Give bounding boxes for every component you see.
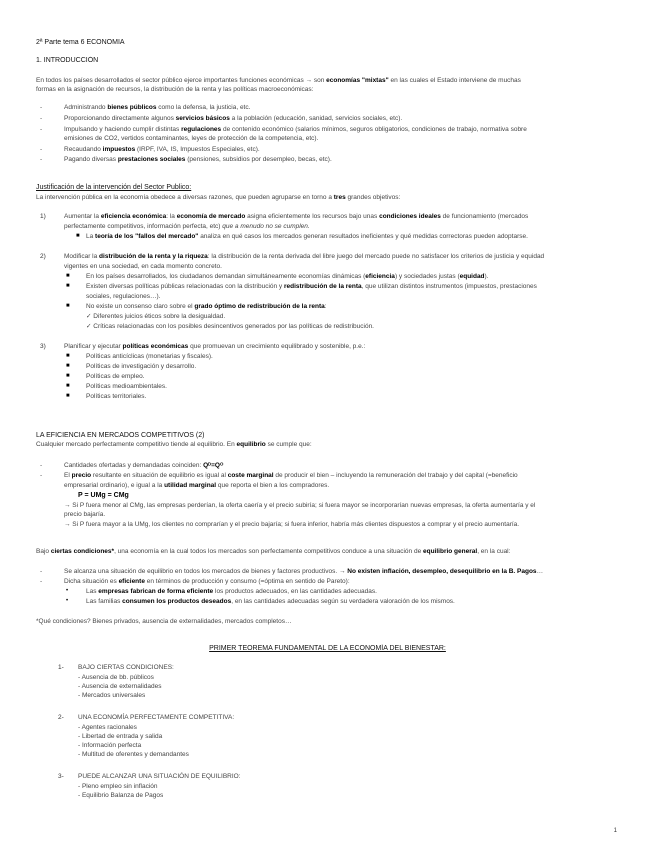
list-item: Administrando bienes públicos como la defensa, la justicia, etc. [64,104,251,111]
bullet-icon: ■ [66,373,70,379]
objective-3-item: Políticas territoriales. [86,393,147,400]
objective-1-line1: Aumentar la eficiencia económica: la economía de mercado asigna eficientemente los recursos bajo unas condiciones ideales de funcionamiento (mercados [64,213,529,220]
bullet-icon: ■ [66,363,70,369]
theorem-block-item: - Ausencia de bb. públicos [78,674,154,681]
list-dash: - [40,568,43,575]
objective-2-check2: ✓ Críticas relacionadas con los posibles desincentivos generados por las políticas de redistribución. [86,323,374,330]
conditions-footnote: *Qué condiciones? Bienes privados, ausencia de externalidades, mercados completos… [36,618,292,625]
intro-paragraph-line1: En todos los países desarrollados el sector público ejerce importantes funciones económicas → son economías "mixtas" en las cuales el Estado interviene de muchas [36,77,521,84]
theorem-block-item: - Ausencia de externalidades [78,683,162,690]
arrow-note-2: → Si P fuera mayor a la UMg, los clientes no comprarían y el precio bajaría; si fuera inferior, habría más clientes dispuestos a comprar y el precio aumentaría. [64,521,520,528]
list-dash: - [40,156,43,163]
equilibrium-condition-2: El precio resultante en situación de equilibrio es igual al coste marginal de producir el bien – incluyendo la remuneración del trabajo y del capital (=beneficio [64,472,518,479]
list-item-continuation: emisiones de CO2, vertidos contaminantes, leyes de protección de la competencia, etc). [64,135,319,142]
theorem-block-title: UNA ECONOMÍA PERFECTAMENTE COMPETITIVA: [78,714,235,721]
bullet-icon: ■ [66,303,70,309]
objective-3-item: Políticas medioambientales. [86,383,167,390]
equilibrium-condition-2-cont: empresarial ordinario), e igual a la utilidad marginal que reporta el bien a los compradores. [64,482,330,489]
part-title: 2ª Parte tema 6 ECONOMIA [36,39,125,46]
list-dash: - [40,126,43,133]
theorem-block-number: 2- [58,714,64,721]
bullet-icon: ■ [66,273,70,279]
justification-heading: Justificación de la intervención del Sector Publico: [36,184,192,191]
objective-3-item: Políticas de investigación y desarrollo. [86,363,197,370]
objective-2-line2: vigentes en una sociedad, en cada momento concreto. [64,263,222,270]
objective-3-item: Políticas de empleo. [86,373,145,380]
bullet-icon: ■ [66,283,70,289]
theorem-block-item: - Multitud de oferentes y demandantes [78,751,189,758]
theorem-block-title: BAJO CIERTAS CONDICIONES: [78,664,174,671]
objective-1-line2: perfectamente competitivos, información perfecta, etc) que a menudo no se cumplen. [64,223,310,230]
objective-2-sub2: Existen diversas políticas públicas relacionadas con la distribución y redistribución de la renta, que utilizan distintos instrumentos (impuestos, prestaciones [86,283,537,290]
bullet-icon: ■ [66,353,70,359]
objective-2-sub1: En los países desarrollados, los ciudadanos demandan simultáneamente economías dinámicas (eficiencia) y sociedades justas (equidad). [86,273,489,280]
general-eq-2: Dicha situación es eficiente en términos de producción y consumo (=óptima en sentido de Pareto): [64,578,350,585]
formula: P = UMg = CMg [78,492,129,499]
theorem-block-number: 3- [58,773,64,780]
equilibrium-condition-1: Cantidades ofertadas y demandadas coinciden: Qᴰ=Qᴼ [64,462,224,469]
efficiency-intro: Cualquier mercado perfectamente competitivo tiende al equilibrio. En equilibrio se cumple que: [36,441,312,448]
bullet-icon: ■ [66,393,70,399]
list-dash: - [40,104,43,111]
theorem-heading: PRIMER TEOREMA FUNDAMENTAL DE LA ECONOMÍA DEL BIENESTAR: [209,645,446,652]
objective-1-sub: La teoría de los "fallos del mercado" analiza en qué casos los mercados generan resultados ineficientes y qué medidas correctoras pueden adoptarse. [86,233,528,240]
theorem-block-item: - Agentes racionales [78,724,137,731]
theorem-block-item: - Información perfecta [78,742,142,749]
intro-paragraph-line2: formas en la asignación de recursos, la distribución de la renta y las políticas macroeconómicas: [36,86,314,93]
list-dash: - [40,472,43,479]
list-item: Recaudando impuestos (IRPF, IVA, IS, Impuestos Especiales, etc). [64,146,260,153]
general-eq-2-sub1: Las empresas fabrican de forma eficiente los productos adecuados, en las cantidades adecuadas. [86,588,377,595]
theorem-block-item: - Mercados universales [78,692,146,699]
objective-2-check1: ✓ Diferentes juicios éticos sobre la desigualdad. [86,313,226,320]
theorem-block-item: - Pleno empleo sin inflación [78,783,158,790]
arrow-note-1-cont: precio bajaría. [64,511,106,518]
theorem-block-title: PUEDE ALCANZAR UNA SITUACIÓN DE EQUILIBRIO: [78,773,241,780]
objective-3-line1: Planificar y ejecutar políticas económicas que promuevan un crecimiento equilibrado y sostenible, p.e.: [64,343,366,350]
general-eq-1: Se alcanza una situación de equilibrio en todos los mercados de bienes y factores productivos. → No existen inflación, desempleo, desequilibrio en la B. Pagos… [64,568,544,575]
list-item: Pagando diversas prestaciones sociales (pensiones, subsidios por desempleo, becas, etc). [64,156,332,163]
list-dash: - [40,578,43,585]
bullet-icon: ■ [66,383,70,389]
objective-number: 1) [40,213,46,220]
bullet-icon: ■ [76,233,80,239]
bullet-icon: • [66,598,69,604]
bullet-icon: • [66,588,69,594]
objective-number: 3) [40,343,46,350]
theorem-block-item: - Libertad de entrada y salida [78,733,163,740]
list-dash: - [40,146,43,153]
arrow-note-1: → Si P fuera menor al CMg, las empresas perderían, la oferta caería y el precio subiría; si fuera mayor se incorporarían nuevas empresas, la oferta aumentaría y el [64,502,536,509]
list-item: Proporcionando directamente algunos servicios básicos a la población (educación, sanidad, servicios sociales, etc). [64,115,403,122]
objective-3-item: Políticas anticíclicas (monetarias y fiscales). [86,353,213,360]
page-number: 1 [613,828,617,834]
objective-2-sub2-cont: sociales, regulaciones…). [86,293,161,300]
objective-2-line1: Modificar la distribución de la renta y la riqueza: la distribución de la renta derivada del libre juego del mercado puede no satisfacer los criterios de justicia y equidad [64,253,545,260]
theorem-block-number: 1- [58,664,64,671]
list-item: Impulsando y haciendo cumplir distintas regulaciones de contenido económico (salarios mínimos, seguros obligatorios, condiciones de trabajo, normativa sobre [64,126,527,133]
objective-number: 2) [40,253,46,260]
intro-heading: 1. INTRODUCCIÓN [36,57,99,64]
efficiency-heading: LA EFICIENCIA EN MERCADOS COMPETITIVOS (2) [36,432,205,439]
objective-2-sub3: No existe un consenso claro sobre el grado óptimo de redistribución de la renta: [86,303,327,310]
conditions-paragraph: Bajo ciertas condiciones*, una economía en la cual todos los mercados son perfectamente competitivos conduce a una situación de equilibrio general, en la cual: [36,548,511,555]
general-eq-2-sub2: Las familias consumen los productos deseados, en las cantidades adecuadas según su verdadera valoración de los mismos. [86,598,455,605]
theorem-block-item: - Equilibrio Balanza de Pagos [78,792,164,799]
list-dash: - [40,462,43,469]
list-dash: - [40,115,43,122]
justification-intro: La intervención pública en la economía obedece a diversas razones, que pueden agruparse en torno a tres grandes objetivos: [36,194,401,201]
